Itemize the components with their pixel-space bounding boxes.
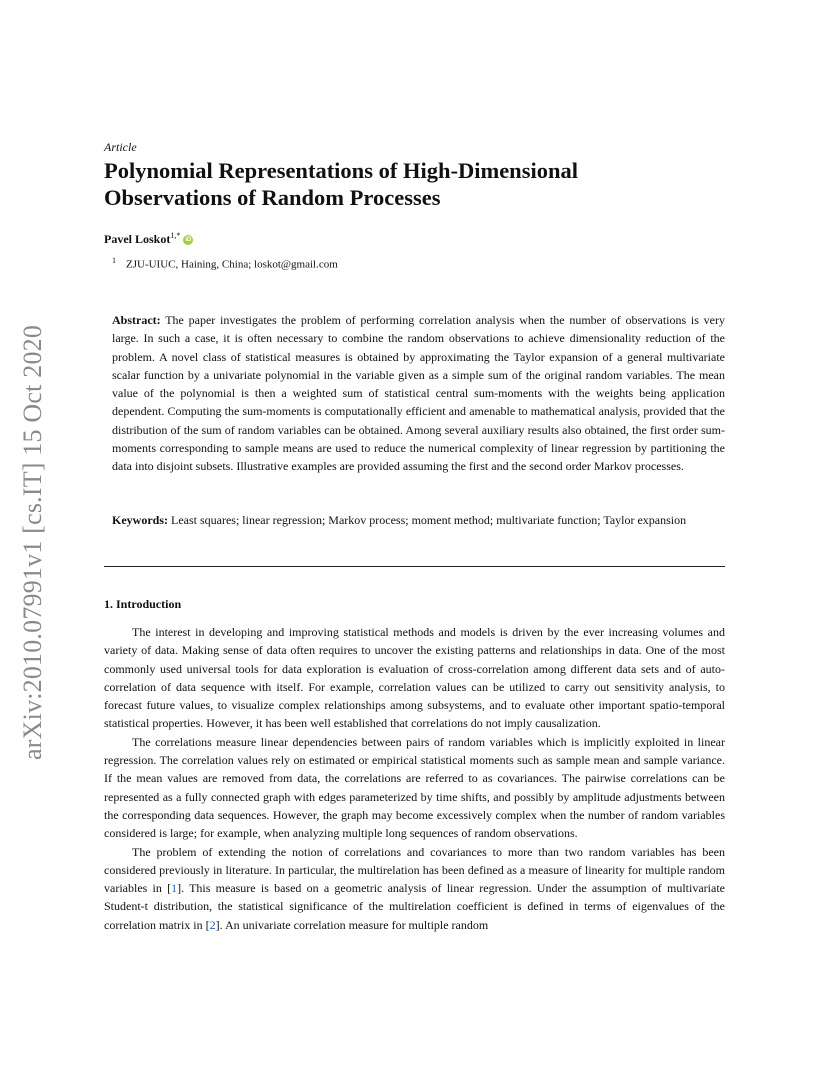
paragraph-3-text: The problem of extending the notion of correlations and covariances to more than two random variables has been considered previously in literature. In particular, the multirelation has been defined as a measure of linearity for multiple random variables in [ [104,844,725,896]
introduction-body [104,623,725,934]
citation-link-2[interactable]: 2 [209,917,216,932]
author-marks: 1,* [170,231,181,240]
paragraph-3-text: ]. This measure is based on a geometric analysis of linear regression. Under the assumption of multivariate Student-t distribution, the statistical significance of the multirelation coefficient is defined in terms of eigenvalues of the correlation matrix in [ [104,881,725,932]
keywords-text: Least squares; linear regression; Markov process; moment method; multivariate function; Taylor expansion [171,513,687,527]
affiliation-number: 1 [112,256,116,265]
section-heading: 1. Introduction [104,597,182,611]
citation-link-1[interactable]: 1 [171,881,178,896]
affiliation-text: ZJU-UIUC, Haining, China; loskot@gmail.com [126,258,338,271]
paragraph-1: The interest in developing and improving statistical methods and models is driven by the ever increasing volumes and variety of data. Making sense of data often requires to uncover the existing patterns and relationships in data. One of the most commonly used universal tools for data exploration is evaluation of cross-correlation among different data sets and of auto-correlation of data sequence with itself. For example, correlation values can be utilized to carry out sensitivity analysis, to forecast future values, to visualize complex relationships among subsystems, and to evaluate other important spatio-temporal statistical properties. However, it has been well established that correlations do not imply causalization. [104,625,725,731]
article-type-label: Article [104,140,137,154]
author-line [104,231,193,247]
abstract [112,311,725,476]
keywords [112,511,725,529]
paper-title: Polynomial Representations of High-Dimensional Observations of Random Processes [104,158,578,210]
abstract-label: Abstract: [112,313,161,327]
keywords-label: Keywords: [112,513,168,527]
affiliation [112,256,338,271]
section-divider [104,566,725,567]
abstract-text: The paper investigates the problem of performing correlation analysis when the number of observations is very large. In such a case, it is often necessary to combine the random observations to achieve dimensionality reduction of the problem. A novel class of statistical measures is obtained by approximating the Taylor expansion of a general multivariate scalar function by a univariate polynomial in the variable given as a simple sum of the original random variables. The mean value of the polynomial is then a weighted sum of statistical central sum-moments with the weights being application dependent. Computing the sum-moments is computationally efficient and amenable to mathematical analysis, provided that the distribution of the sum of random variables can be obtained. Among several auxiliary results also obtained, the first order sum-moments corresponding to sample means are used to reduce the numerical complexity of linear regression by partitioning the data into disjoint subsets. Illustrative examples are provided assuming the first and the second order Markov processes. [112,313,725,474]
orcid-icon[interactable]: iD [185,237,192,243]
arxiv-identifier-stamp: arXiv:2010.07991v1 [cs.IT] 15 Oct 2020 [18,324,47,760]
author-name: Pavel Loskot [104,232,171,246]
paragraph-3 [104,843,725,934]
paragraph-3-text: ]. An univariate correlation measure for multiple random [215,917,489,932]
paragraph-2: The correlations measure linear dependencies between pairs of random variables which is implicitly exploited in linear regression. The correlation values rely on estimated or empirical statistical moments such as sample mean and sample variance. If the mean values are removed from data, the correlations are referred to as covariances. The pairwise correlations can be represented as a fully connected graph with edges parameterized by time shifts, and possibly by amplitude adjustments between the corresponding data sequences. However, the graph may become excessively complex when the number of random variables considered is large; for example, when analyzing multiple long sequences of random observations. [104,734,725,841]
